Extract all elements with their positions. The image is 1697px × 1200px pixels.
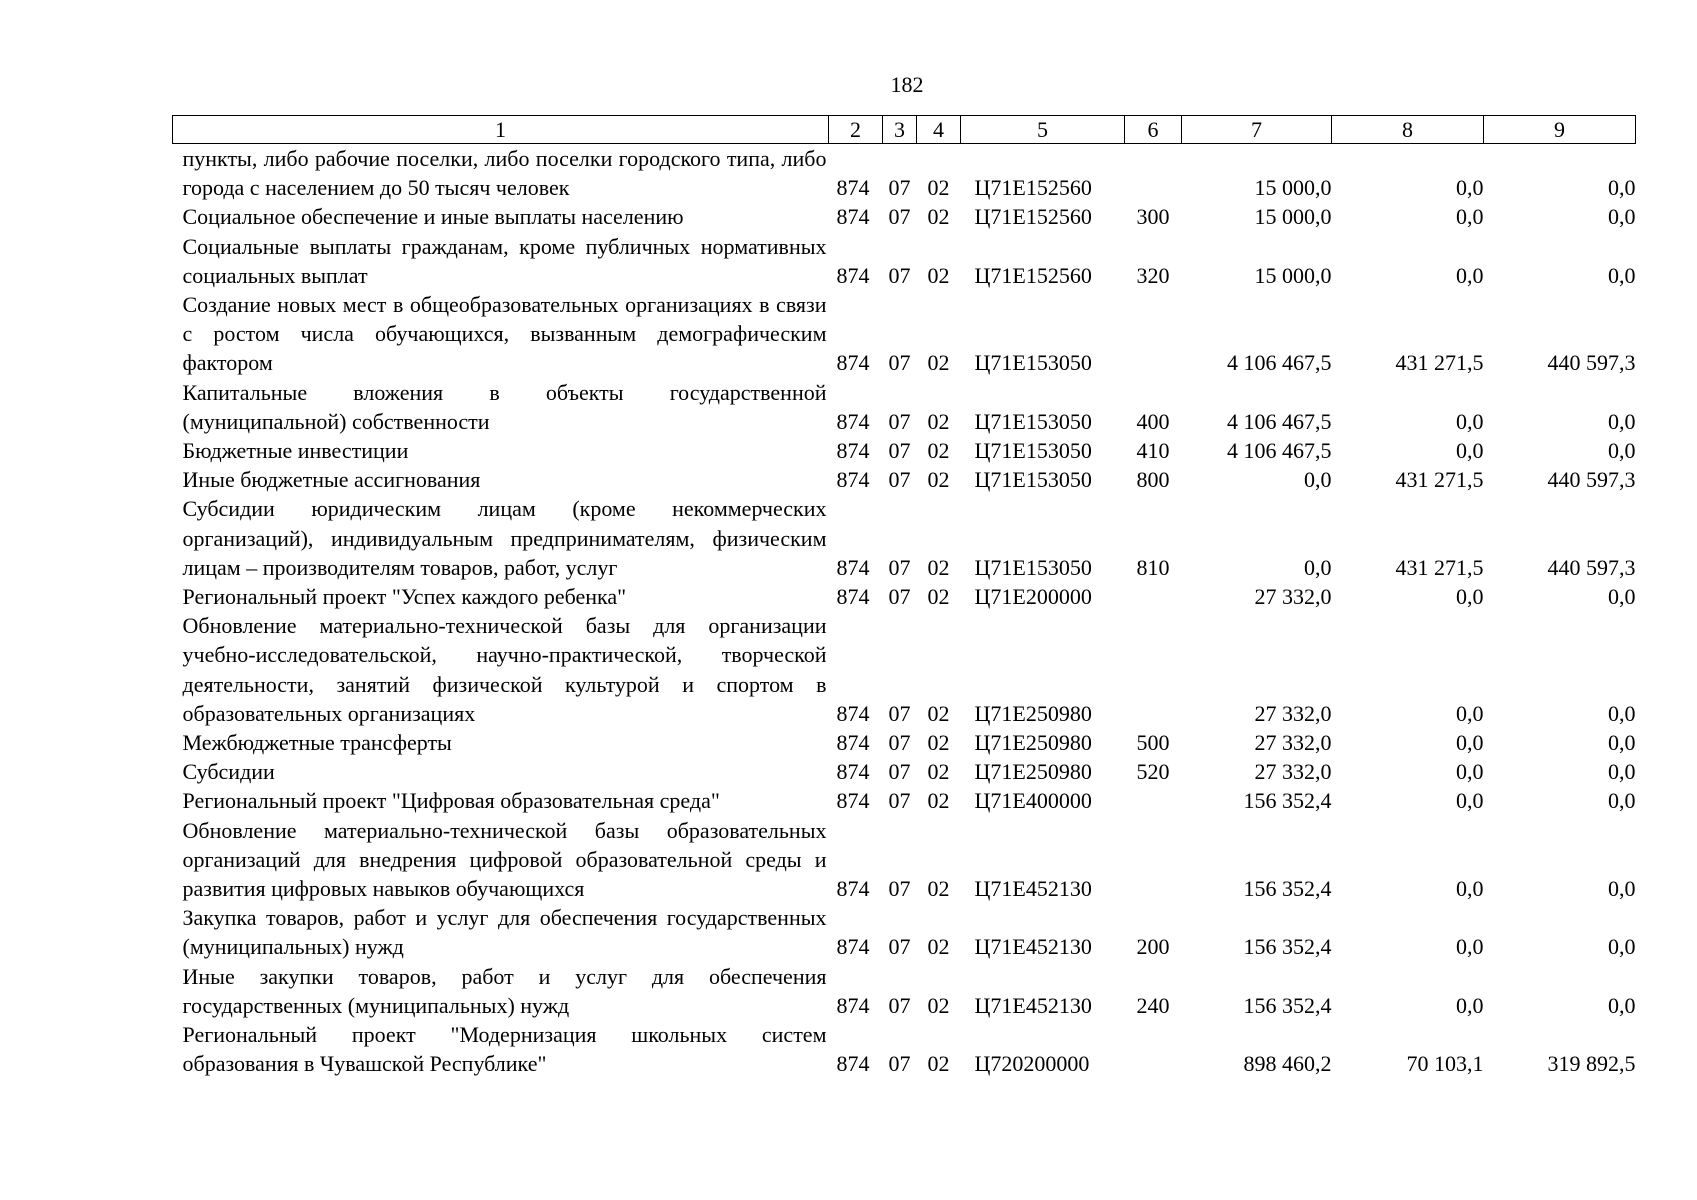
table-body [173,144,1636,1079]
expense-type-code [1125,290,1182,378]
target-article-code: Ц71E153050 [974,408,1092,434]
amount-col9: 0,0 [1608,759,1636,785]
amount-col9: 0,0 [1608,438,1636,464]
amount-col8: 0,0 [1456,788,1484,814]
target-article-code: Ц71E250980 [974,730,1092,756]
expense-type-code: 520 [1136,759,1170,785]
target-article-code: Ц71E152560 [974,175,1092,201]
section-code: 07 [888,262,911,288]
expense-type-code [1125,1020,1182,1078]
ministry-code: 874 [836,438,870,464]
subsection-code: 02 [927,438,950,464]
amount-col7: 898 460,2 [1243,1051,1332,1077]
amount-col7: 27 332,0 [1254,730,1332,756]
row-name: Создание новых мест в общеобразовательных организациях в связи с ростом числа обучающихся, вызванным демографическим фактором [182,292,827,376]
table-row [173,465,1636,494]
ministry-code: 874 [836,584,870,610]
column-header-7: 7 [1182,116,1332,144]
amount-col8: 0,0 [1456,730,1484,756]
row-name: Субсидии юридическим лицам (кроме некоммерческих организаций), индивидуальным предпринимателям, физическим лицам – производителям товаров, работ, услуг [182,496,827,580]
amount-col8: 0,0 [1456,175,1484,201]
subsection-code: 02 [927,554,950,580]
target-article-code: Ц71E153050 [974,467,1092,493]
budget-table [172,115,1636,1079]
amount-col8: 0,0 [1456,204,1484,230]
table-row [173,962,1636,1020]
section-code: 07 [888,175,911,201]
subsection-code: 02 [927,730,950,756]
amount-col9: 0,0 [1608,408,1636,434]
amount-col7: 4 106 467,5 [1227,438,1332,464]
column-header-1: 1 [173,116,829,144]
expense-type-code: 800 [1136,467,1170,493]
row-name: Региональный проект "Цифровая образовательная среда" [182,788,720,814]
amount-col7: 156 352,4 [1243,788,1332,814]
expense-type-code: 320 [1136,262,1170,288]
column-header-3: 3 [883,116,917,144]
amount-col9: 440 597,3 [1547,467,1636,493]
subsection-code: 02 [927,788,950,814]
amount-col8: 0,0 [1456,262,1484,288]
row-name: Иные закупки товаров, работ и услуг для обеспечения государственных (муниципальных) нужд [182,963,827,1018]
subsection-code: 02 [927,934,950,960]
expense-type-code [1125,786,1182,815]
page-number: 182 [890,72,924,97]
section-code: 07 [888,408,911,434]
ministry-code: 874 [836,876,870,902]
ministry-code: 874 [836,730,870,756]
section-code: 07 [888,554,911,580]
ministry-code: 874 [836,554,870,580]
subsection-code: 02 [927,992,950,1018]
expense-type-code: 500 [1136,730,1170,756]
row-name: Обновление материально-технической базы для организации учебно-исследовательской, научно-практической, творческой деятельности, занятий физической культурой и спортом в образовательных организациях [182,613,827,726]
column-header-9: 9 [1484,116,1636,144]
section-code: 07 [888,584,911,610]
amount-col7: 15 000,0 [1254,262,1332,288]
section-code: 07 [888,788,911,814]
row-name: Социальное обеспечение и иные выплаты населению [182,204,684,230]
amount-col7: 4 106 467,5 [1227,350,1332,376]
target-article-code: Ц71E250980 [974,700,1092,726]
amount-col7: 156 352,4 [1243,934,1332,960]
amount-col7: 15 000,0 [1254,204,1332,230]
amount-col9: 440 597,3 [1547,350,1636,376]
table-row [173,611,1636,728]
target-article-code: Ц71E200000 [974,584,1092,610]
ministry-code: 874 [836,467,870,493]
section-code: 07 [888,204,911,230]
amount-col7: 156 352,4 [1243,992,1332,1018]
table-row [173,144,1636,203]
expense-type-code [1125,611,1182,728]
amount-col9: 0,0 [1608,584,1636,610]
target-article-code: Ц71E153050 [974,554,1092,580]
amount-col9: 0,0 [1608,262,1636,288]
amount-col8: 0,0 [1456,408,1484,434]
amount-col8: 431 271,5 [1395,554,1484,580]
table-row [173,816,1636,904]
expense-type-code: 810 [1136,554,1170,580]
target-article-code: Ц71E153050 [974,438,1092,464]
table-row [173,1020,1636,1078]
target-article-code: Ц71E452130 [974,934,1092,960]
table-row [173,378,1636,436]
subsection-code: 02 [927,700,950,726]
amount-col7: 4 106 467,5 [1227,408,1332,434]
row-name: Капитальные вложения в объекты государственной (муниципальной) собственности [182,379,827,434]
amount-col8: 0,0 [1456,876,1484,902]
ministry-code: 874 [836,788,870,814]
expense-type-code [1125,582,1182,611]
row-name: Региональный проект "Успех каждого ребенка" [182,584,627,610]
table-row [173,290,1636,378]
ministry-code: 874 [836,934,870,960]
subsection-code: 02 [927,350,950,376]
row-name: Субсидии [182,759,275,785]
section-code: 07 [888,876,911,902]
column-header-4: 4 [917,116,961,144]
ministry-code: 874 [836,350,870,376]
section-code: 07 [888,350,911,376]
row-name: Иные бюджетные ассигнования [182,467,481,493]
target-article-code: Ц720200000 [974,1051,1090,1077]
row-name: Социальные выплаты гражданам, кроме публичных нормативных социальных выплат [182,233,827,288]
amount-col8: 0,0 [1456,584,1484,610]
amount-col9: 0,0 [1608,788,1636,814]
ministry-code: 874 [836,408,870,434]
target-article-code: Ц71E152560 [974,204,1092,230]
amount-col7: 0,0 [1304,467,1332,493]
row-name: Межбюджетные трансферты [182,730,452,756]
subsection-code: 02 [927,175,950,201]
table-row [173,202,1636,231]
row-name: Закупка товаров, работ и услуг для обеспечения государственных (муниципальных) нужд [182,905,827,960]
amount-col8: 0,0 [1456,700,1484,726]
section-code: 07 [888,1051,911,1077]
target-article-code: Ц71E452130 [974,992,1092,1018]
amount-col8: 0,0 [1456,934,1484,960]
amount-col9: 0,0 [1608,175,1636,201]
column-header-6: 6 [1125,116,1182,144]
ministry-code: 874 [836,262,870,288]
subsection-code: 02 [927,262,950,288]
table-row [173,903,1636,961]
row-name: пункты, либо рабочие поселки, либо поселки городского типа, либо города с населением до 50 тысяч человек [182,146,827,201]
amount-col8: 0,0 [1456,759,1484,785]
expense-type-code: 400 [1136,408,1170,434]
amount-col8: 431 271,5 [1395,467,1484,493]
row-name: Региональный проект "Модернизация школьных систем образования в Чувашской Республике" [182,1022,827,1077]
target-article-code: Ц71E250980 [974,759,1092,785]
section-code: 07 [888,992,911,1018]
amount-col7: 27 332,0 [1254,700,1332,726]
amount-col8: 70 103,1 [1406,1051,1484,1077]
column-header-8: 8 [1332,116,1484,144]
section-code: 07 [888,700,911,726]
amount-col7: 27 332,0 [1254,584,1332,610]
subsection-code: 02 [927,467,950,493]
amount-col9: 0,0 [1608,992,1636,1018]
ministry-code: 874 [836,204,870,230]
subsection-code: 02 [927,876,950,902]
target-article-code: Ц71E452130 [974,876,1092,902]
expense-type-code: 410 [1136,438,1170,464]
section-code: 07 [888,934,911,960]
section-code: 07 [888,438,911,464]
section-code: 07 [888,759,911,785]
ministry-code: 874 [836,700,870,726]
amount-col7: 15 000,0 [1254,175,1332,201]
table-row [173,757,1636,786]
header-row [173,116,1636,144]
section-code: 07 [888,467,911,493]
table-header [173,116,1636,144]
expense-type-code: 240 [1136,992,1170,1018]
expense-type-code [1125,144,1182,203]
column-header-5: 5 [961,116,1125,144]
expense-type-code [1125,816,1182,904]
amount-col9: 0,0 [1608,730,1636,756]
subsection-code: 02 [927,584,950,610]
subsection-code: 02 [927,1051,950,1077]
ministry-code: 874 [836,1051,870,1077]
amount-col9: 0,0 [1608,700,1636,726]
amount-col9: 0,0 [1608,204,1636,230]
amount-col9: 0,0 [1608,934,1636,960]
subsection-code: 02 [927,204,950,230]
table-row [173,728,1636,757]
expense-type-code: 200 [1136,934,1170,960]
table-row [173,786,1636,815]
section-code: 07 [888,730,911,756]
subsection-code: 02 [927,759,950,785]
amount-col7: 27 332,0 [1254,759,1332,785]
table-row [173,232,1636,290]
row-name: Обновление материально-технической базы образовательных организаций для внедрения цифровой образовательной среды и развития цифровых навыков обучающихся [182,817,827,902]
row-name: Бюджетные инвестиции [182,438,409,464]
column-header-2: 2 [829,116,883,144]
expense-type-code: 300 [1136,204,1170,230]
table-row [173,494,1636,582]
amount-col9: 0,0 [1608,876,1636,902]
amount-col9: 440 597,3 [1547,554,1636,580]
amount-col8: 0,0 [1456,438,1484,464]
amount-col8: 0,0 [1456,992,1484,1018]
target-article-code: Ц71E400000 [974,788,1092,814]
table-row [173,582,1636,611]
target-article-code: Ц71E152560 [974,262,1092,288]
ministry-code: 874 [836,992,870,1018]
target-article-code: Ц71E153050 [974,350,1092,376]
amount-col7: 156 352,4 [1243,876,1332,902]
ministry-code: 874 [836,175,870,201]
table-row [173,436,1636,465]
amount-col9: 319 892,5 [1547,1051,1636,1077]
amount-col8: 431 271,5 [1395,350,1484,376]
subsection-code: 02 [927,408,950,434]
ministry-code: 874 [836,759,870,785]
amount-col7: 0,0 [1304,554,1332,580]
